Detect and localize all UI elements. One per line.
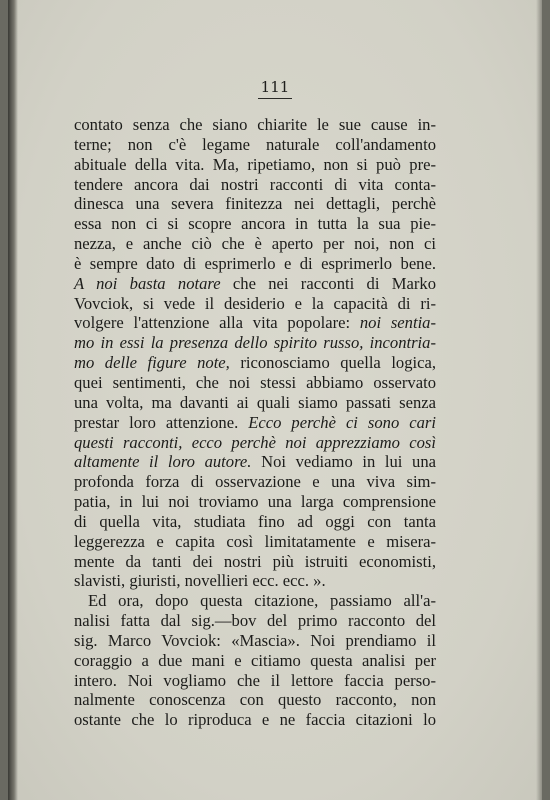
italic-text-run: mo in essi la presenza dello spirito russo, incontria- — [74, 333, 436, 353]
text-line — [74, 571, 436, 591]
text-run: prestar loro attenzione. — [74, 412, 249, 432]
text-line — [74, 671, 436, 691]
text-run: slavisti, giuristi, novellieri ecc. ecc. ». — [74, 571, 326, 591]
text-line — [74, 710, 436, 730]
text-run: terne; non c'è legame naturale coll'andamento — [74, 134, 436, 154]
text-line — [74, 611, 436, 631]
text-line — [74, 194, 436, 214]
text-run: patia, in lui noi troviamo una larga comprensione — [74, 492, 436, 512]
italic-text-run: noi sentia- — [359, 313, 437, 333]
text-run: tendere ancora dai nostri racconti di vita conta- — [74, 174, 436, 194]
text-line — [74, 552, 436, 572]
text-run: Noi vediamo in lui una — [251, 452, 437, 472]
text-line — [74, 413, 436, 433]
text-line — [74, 333, 436, 353]
text-line — [74, 492, 436, 512]
text-run: che nei racconti di Marko — [220, 273, 436, 293]
text-line — [74, 690, 436, 710]
text-line — [74, 651, 436, 671]
page-number-text: 111 — [258, 78, 293, 99]
text-line — [74, 393, 436, 413]
text-line — [74, 512, 436, 532]
text-line — [74, 214, 436, 234]
text-run: quei sentimenti, che noi stessi abbiamo osservato — [74, 372, 436, 392]
book-page — [8, 0, 542, 800]
text-line — [74, 135, 436, 155]
text-run: di quella vita, studiata fino ad oggi con tanta — [74, 511, 436, 531]
italic-text-run: mo delle figure note, — [74, 353, 230, 373]
text-run: profonda forza di osservazione e una viva sim- — [74, 472, 436, 492]
italic-text-run: Ecco perchè ci sono cari — [248, 412, 437, 432]
page-number — [8, 78, 542, 99]
text-line — [74, 631, 436, 651]
text-run: nezza, e anche ciò che è aperto per noi, non ci — [74, 234, 436, 254]
text-line — [74, 313, 436, 333]
text-run: abituale della vita. Ma, ripetiamo, non si può pre- — [74, 154, 436, 174]
text-run: leggerezza e capita così limitatamente e misera- — [74, 531, 436, 551]
text-run: essa non ci si scopre ancora in tutta la sua pie- — [74, 214, 436, 234]
text-run: mente da tanti dei nostri più istruiti economisti, — [74, 551, 436, 571]
text-run: ostante che lo riproduca e ne faccia citazioni lo — [74, 710, 436, 730]
text-run: coraggio a due mani e citiamo questa analisi per — [74, 650, 436, 670]
text-run: volgere l'attenzione alla vita popolare: — [74, 313, 360, 333]
page-edge — [536, 0, 542, 800]
text-run: è sempre dato di esprimerlo e di esprimerlo bene. — [74, 253, 436, 273]
body-text — [74, 115, 436, 730]
text-line — [74, 254, 436, 274]
text-line — [74, 274, 436, 294]
text-run: una volta, ma davanti ai quali siamo passati senza — [74, 392, 436, 412]
text-run: sig. Marco Vovciok: «Mascia». Noi prendiamo il — [74, 630, 436, 650]
text-run: nalmente conoscenza con questo racconto, non — [74, 690, 436, 710]
text-line — [74, 353, 436, 373]
binding-shadow — [8, 0, 18, 800]
text-line — [74, 433, 436, 453]
text-run: nalisi fatta dal sig.—bov del primo racconto del — [74, 611, 436, 631]
text-line — [74, 175, 436, 195]
text-run: dinesca una severa finitezza nei dettagli, perchè — [74, 194, 436, 214]
text-line — [74, 532, 436, 552]
text-run: riconosciamo quella logica, — [229, 353, 437, 373]
text-line — [74, 294, 436, 314]
text-line — [74, 155, 436, 175]
text-run: Vovciok, si vede il desiderio e la capacità di ri- — [74, 293, 436, 313]
text-line — [74, 472, 436, 492]
text-line — [74, 234, 436, 254]
italic-text-run: questi racconti, ecco perchè noi apprezziamo così — [74, 432, 436, 452]
italic-text-run: A noi basta notare — [74, 273, 221, 293]
text-line — [74, 115, 436, 135]
text-run: intero. Noi vogliamo che il lettore faccia perso- — [74, 670, 436, 690]
text-line — [74, 373, 436, 393]
text-run: contato senza che siano chiarite le sue cause in- — [74, 115, 436, 134]
text-line — [74, 452, 436, 472]
italic-text-run: altamente il loro autore. — [74, 452, 252, 472]
text-run: Ed ora, dopo questa citazione, passiamo all'a- — [88, 591, 436, 611]
text-line — [74, 591, 436, 611]
